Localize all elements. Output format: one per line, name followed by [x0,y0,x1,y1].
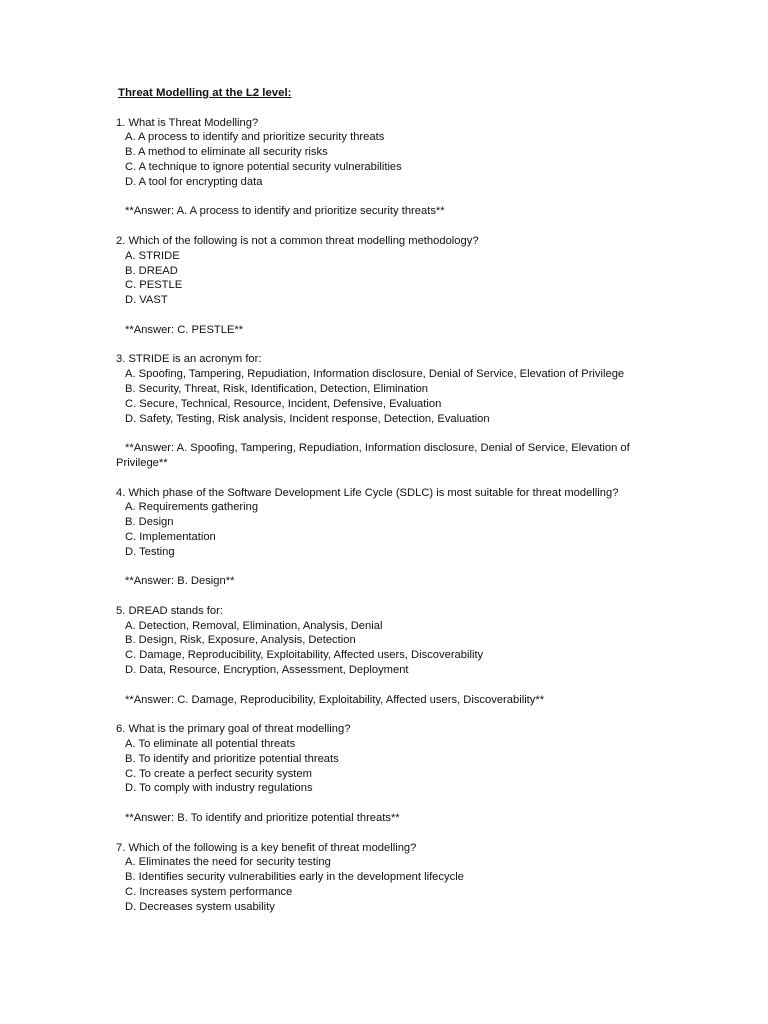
question-text: 1. What is Threat Modelling? [116,116,259,129]
option-b: B. Identifies security vulnerabilities early in the development lifecycle [125,871,464,884]
option-c: C. Implementation [125,530,216,543]
question-text: 2. Which of the following is not a common threat modelling methodology? [116,234,479,247]
question-1 [116,116,676,220]
question-5 [116,604,676,708]
option-d: D. Data, Resource, Encryption, Assessment, Deployment [125,664,409,677]
option-d: D. VAST [125,294,168,307]
question-text: 4. Which phase of the Software Development Life Cycle (SDLC) is most suitable for threat modelling? [116,486,619,499]
option-a: A. Eliminates the need for security testing [125,856,331,869]
option-d: D. Testing [125,545,175,558]
question-4 [116,486,676,590]
option-b: B. A method to eliminate all security risks [125,146,328,159]
option-c: C. Secure, Technical, Resource, Incident, Defensive, Evaluation [125,397,442,410]
question-text: 6. What is the primary goal of threat modelling? [116,723,351,736]
question-text: 5. DREAD stands for: [116,604,223,617]
answer-text: **Answer: A. Spoofing, Tampering, Repudiation, Information disclosure, Denial of Service, Elevation of Privilege** [116,442,633,469]
question-3 [116,352,676,470]
answer-text: **Answer: B. To identify and prioritize potential threats** [125,812,400,825]
option-a: A. A process to identify and prioritize security threats [125,131,385,144]
question-6 [116,722,676,826]
option-a: A. Requirements gathering [125,501,259,514]
option-c: C. Increases system performance [125,886,293,899]
option-a: A. Detection, Removal, Elimination, Analysis, Denial [125,619,383,632]
question-7 [116,841,676,915]
question-2 [116,234,676,338]
document-title: Threat Modelling at the L2 level: [118,87,292,99]
option-d: D. To comply with industry regulations [125,782,313,795]
option-d: D. A tool for encrypting data [125,175,263,188]
option-b: B. DREAD [125,264,178,277]
document-page [116,86,676,915]
option-a: A. STRIDE [125,249,180,262]
option-b: B. Design, Risk, Exposure, Analysis, Detection [125,634,356,647]
option-d: D. Decreases system usability [125,900,275,913]
question-text: 3. STRIDE is an acronym for: [116,353,262,366]
option-a: A. To eliminate all potential threats [125,738,296,751]
answer-text: **Answer: B. Design** [125,575,235,588]
option-b: B. Security, Threat, Risk, Identification, Detection, Elimination [125,382,429,395]
option-a: A. Spoofing, Tampering, Repudiation, Information disclosure, Denial of Service, Elevation of Privilege [125,368,625,381]
answer-text: **Answer: C. PESTLE** [125,323,244,336]
option-b: B. Design [125,516,174,529]
option-c: C. To create a perfect security system [125,767,312,780]
option-b: B. To identify and prioritize potential threats [125,752,339,765]
option-c: C. A technique to ignore potential security vulnerabilities [125,160,402,173]
option-d: D. Safety, Testing, Risk analysis, Incident response, Detection, Evaluation [125,412,490,425]
answer-text: **Answer: A. A process to identify and prioritize security threats** [125,205,445,218]
question-text: 7. Which of the following is a key benefit of threat modelling? [116,841,417,854]
option-c: C. Damage, Reproducibility, Exploitability, Affected users, Discoverability [125,649,484,662]
option-c: C. PESTLE [125,279,183,292]
answer-text: **Answer: C. Damage, Reproducibility, Exploitability, Affected users, Discoverability** [125,693,545,706]
